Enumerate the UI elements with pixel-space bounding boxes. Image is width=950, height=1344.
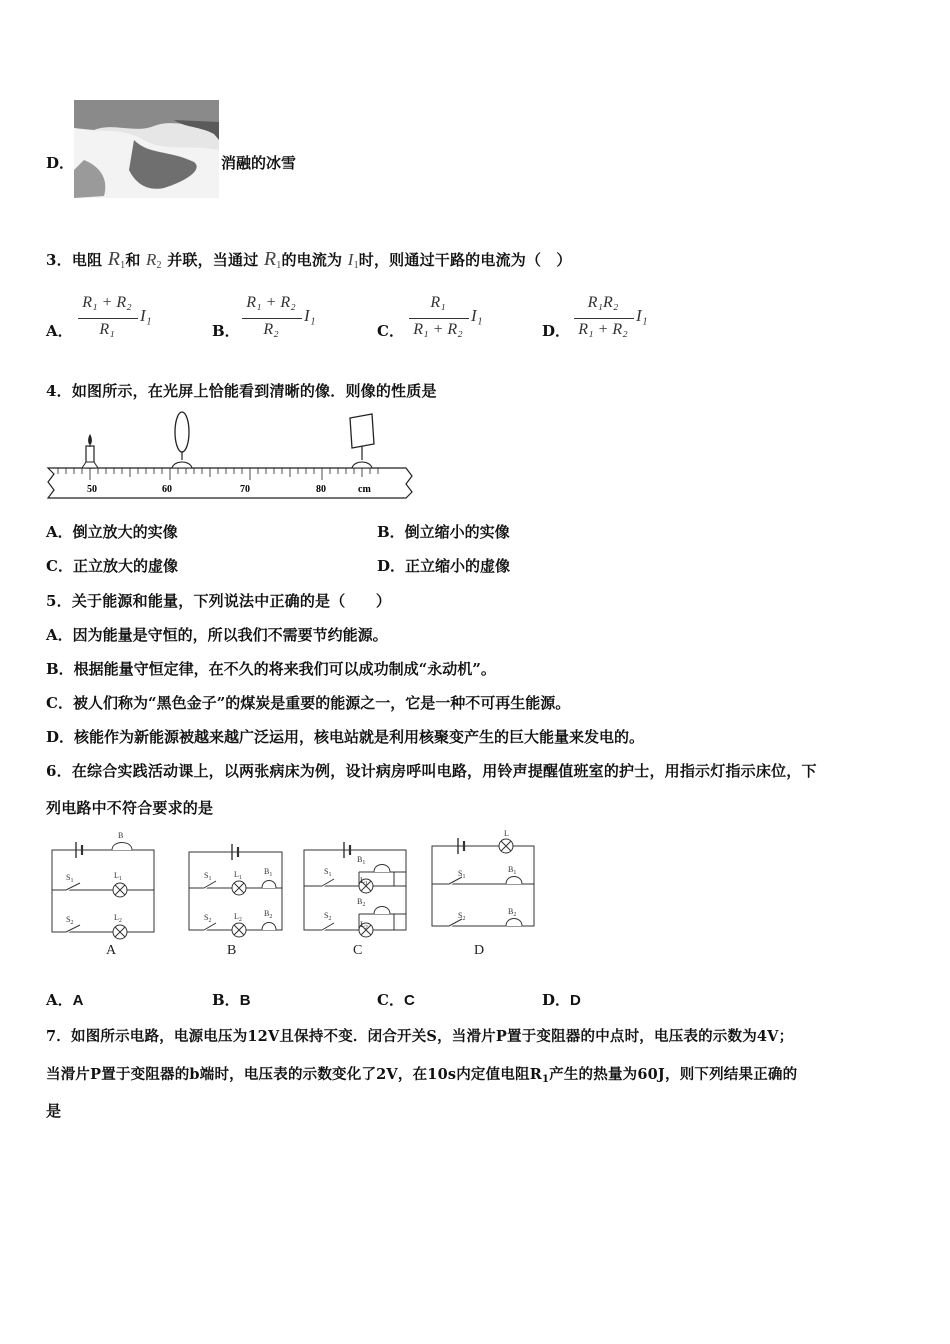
svg-text:L: L (504, 829, 509, 838)
q3-option-d-label[interactable]: D． (542, 322, 571, 340)
q3-option-d-denominator: R₁ + R₂ (578, 321, 628, 338)
q3-option-a-fraction-bar (78, 318, 138, 319)
circuit-c-caption: C (353, 943, 363, 958)
q3-option-c-current: I₁ (471, 306, 483, 325)
q3-r1: $R_1$ (107, 248, 126, 271)
q4-stem: 4．如图所示，在光屏上恰能看到清晰的像．则像的性质是 (46, 382, 437, 400)
q5-stem: 5．关于能源和能量，下列说法中正确的是（ ） (46, 592, 392, 610)
circuit-component-labels (66, 829, 516, 931)
q6-option-b[interactable]: B．B (212, 991, 251, 1009)
q4-option-a[interactable]: A．倒立放大的实像 (46, 523, 178, 541)
q3-and: 和 (125, 251, 141, 269)
ruler-label-50: 50 (87, 484, 97, 495)
q4-option-b[interactable]: B．倒立缩小的实像 (377, 523, 510, 541)
svg-text:B: B (118, 831, 124, 840)
q3-option-d-fraction-bar (574, 318, 634, 319)
svg-text:L1: $L_1$ (234, 870, 242, 881)
circuit-d-caption: D (474, 943, 485, 958)
circuit-c (304, 842, 406, 937)
q3-option-c-fraction-bar (409, 318, 469, 319)
q3-option-c-denominator: R₁ + R₂ (413, 321, 463, 338)
ruler-label-cm: cm (358, 484, 371, 495)
svg-text:S2: $S_2$ (324, 911, 332, 922)
q3-option-a-numerator: R₁ + R₂ (82, 294, 132, 311)
svg-text:L1: $L_1$ (360, 876, 368, 887)
q6-stem-line1: 6．在综合实践活动课上，以两张病床为例，设计病房呼叫电路，用铃声提醒值班室的护士，用指示灯指示床位，下 (46, 762, 817, 780)
q3-stem-part3: 的电流为 (281, 251, 343, 269)
q6-option-c[interactable]: C．C (377, 991, 415, 1009)
q3-option-c-numerator: R₁ (430, 294, 446, 311)
q6-stem-line2: 列电路中不符合要求的是 (46, 799, 214, 817)
svg-text:S2: $S_2$ (204, 913, 212, 924)
q3-stem-part4: 时，则通过干路的电流为（ ） (358, 251, 572, 269)
svg-text:S1: $S_1$ (324, 867, 332, 878)
q3-option-b-label[interactable]: B． (212, 322, 240, 340)
svg-text:S1: $S_1$ (458, 869, 466, 880)
svg-text:S2: $S_2$ (66, 915, 74, 926)
svg-text:L2: $L_2$ (114, 913, 122, 924)
q3-stem-part1: 3．电阻 (46, 251, 103, 269)
q3-i1: $I_1$ (347, 250, 359, 271)
q3-option-b-fraction-bar (242, 318, 302, 319)
svg-text:L1: $L_1$ (114, 871, 122, 882)
svg-text:B1: $B_1$ (357, 855, 366, 866)
q3-option-c-label[interactable]: C． (377, 322, 404, 340)
svg-text:B2: $B_2$ (357, 897, 366, 908)
svg-text:S2: $S_2$ (458, 911, 466, 922)
ruler-label-60: 60 (162, 484, 172, 495)
q6-option-a[interactable]: A．A (46, 991, 84, 1009)
q3-option-b-numerator: R₁ + R₂ (246, 294, 296, 311)
q3-stem-part2: 并联，当通过 (167, 251, 259, 269)
q6-option-d[interactable]: D．D (542, 991, 581, 1009)
light-screen-icon (350, 414, 374, 468)
candle-icon (82, 434, 98, 468)
circuit-b-caption: B (227, 943, 237, 958)
q3-option-a-denominator: R₁ (99, 321, 115, 338)
circuit-d (432, 838, 534, 926)
svg-text:B2: $B_2$ (264, 909, 273, 920)
q3-option-d-current: I₁ (636, 306, 648, 325)
svg-text:B1: $B_1$ (508, 865, 517, 876)
q5-option-c[interactable]: C．被人们称为“黑色金子”的煤炭是重要的能源之一，它是一种不可再生能源。 (46, 694, 571, 712)
q7-stem-line3: 是 (46, 1102, 62, 1120)
q3-option-b-denominator: R₂ (263, 321, 279, 338)
q2-option-d-text: 消融的冰雪 (221, 154, 297, 172)
q3-r2: $R_2$ (145, 250, 162, 271)
q3-stem (46, 248, 572, 271)
svg-text:L2: $L_2$ (360, 920, 368, 931)
optical-bench-figure (44, 410, 414, 502)
q3-option-d-numerator: R₁R₂ (587, 294, 619, 311)
svg-text:B1: $B_1$ (264, 867, 273, 878)
circuit-diagrams-figure (44, 828, 544, 964)
ruler-label-70: 70 (240, 484, 250, 495)
q4-option-c[interactable]: C．正立放大的虚像 (46, 557, 178, 575)
q7-stem-line2: 当滑片P置于变阻器的b端时，电压表的示数变化了2V，在10s内定值电阻$R_1$产生的热量为60J，则下列结果正确的 (46, 1066, 798, 1085)
circuit-a (52, 842, 154, 939)
q3-option-a-label[interactable]: A． (46, 322, 73, 340)
q3-option-b-current: I₁ (304, 306, 316, 325)
svg-text:B2: $B_2$ (508, 907, 517, 918)
convex-lens-icon (172, 412, 192, 468)
q7-stem-line1: 7．如图所示电路，电源电压为12V且保持不变．闭合开关S，当滑片P置于变阻器的中点时，电压表的示数为4V； (46, 1028, 794, 1045)
svg-text:L2: $L_2$ (234, 912, 242, 923)
q3-option-a-current: I₁ (140, 306, 152, 325)
q5-option-d[interactable]: D．核能作为新能源被越来越广泛运用，核电站就是利用核聚变产生的巨大能量来发电的。 (46, 728, 645, 746)
q3-r1-second: $R_1$ (263, 248, 282, 271)
melting-snow-photo (74, 100, 219, 198)
q2-option-d-label: D． (46, 154, 75, 172)
circuit-b (189, 844, 282, 937)
svg-text:S1: $S_1$ (66, 873, 74, 884)
q5-option-a[interactable]: A．因为能量是守恒的，所以我们不需要节约能源。 (46, 626, 388, 644)
q4-option-d[interactable]: D．正立缩小的虚像 (377, 557, 511, 575)
circuit-a-caption: A (106, 943, 117, 958)
ruler-label-80: 80 (316, 484, 326, 495)
svg-text:S1: $S_1$ (204, 871, 212, 882)
q5-option-b[interactable]: B．根据能量守恒定律，在不久的将来我们可以成功制成“永动机”。 (46, 660, 496, 678)
